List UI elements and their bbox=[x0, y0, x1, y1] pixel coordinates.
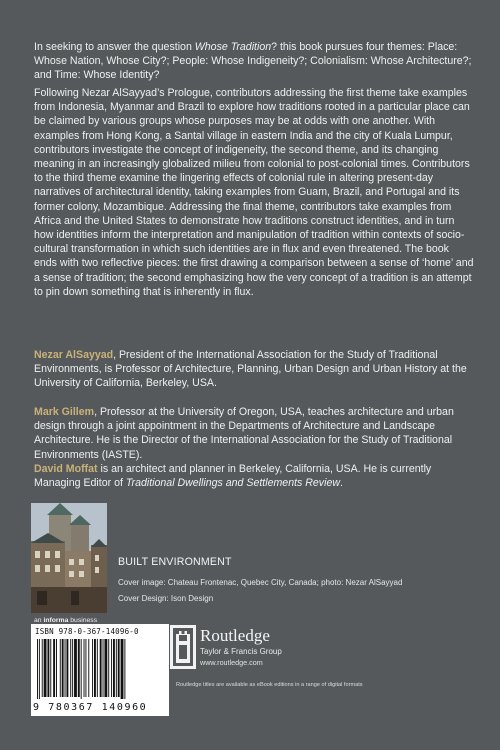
cover-image-credit: Cover image: Chateau Frontenac, Quebec City, Canada; photo: Nezar AlSayyad bbox=[118, 578, 403, 587]
barcode-bar bbox=[44, 639, 47, 697]
barcode-bar bbox=[66, 639, 68, 697]
intro-paragraph bbox=[34, 40, 474, 83]
author-bio: is an architect and planner in Berkeley, California, USA. He is currently Managing Editor of bbox=[34, 463, 432, 490]
barcode-bar bbox=[88, 639, 89, 697]
barcode-bar bbox=[72, 639, 73, 697]
publisher-suffix: business bbox=[68, 617, 98, 624]
publisher-prefix: an bbox=[34, 617, 44, 624]
publisher-group: Taylor & Francis Group bbox=[200, 647, 282, 656]
barcode-bar bbox=[108, 639, 109, 697]
barcode-bar bbox=[78, 639, 80, 697]
routledge-logo bbox=[170, 625, 330, 675]
barcode-bar bbox=[100, 639, 102, 697]
barcode-bar bbox=[53, 639, 55, 697]
author-name: Nezar AlSayyad bbox=[34, 349, 114, 361]
barcode-bar bbox=[50, 639, 51, 697]
barcode-bar bbox=[116, 639, 117, 697]
intro-part-1: In seeking to answer the question bbox=[34, 41, 195, 53]
barcode-bar bbox=[39, 639, 40, 699]
barcode-bar bbox=[70, 639, 71, 697]
barcode-bar bbox=[92, 639, 93, 697]
barcode-bar bbox=[84, 639, 85, 697]
barcode-bars bbox=[37, 639, 163, 699]
cover-design-credit: Cover Design: Ison Design bbox=[118, 594, 214, 603]
ebook-note: Routledge titles are available as eBook editions in a range of digital formats bbox=[176, 682, 363, 688]
series-label: BUILT ENVIRONMENT bbox=[118, 556, 232, 568]
body-paragraph bbox=[34, 86, 474, 299]
author-bio: , Professor at the University of Oregon, USA, teaches architecture and urban design through a joint appointment in the Departments of Architecture and Landscape Architecture. He is the Director of the International Association for the Study of Traditional Environments (IASTE). bbox=[34, 406, 454, 461]
barcode-bar bbox=[118, 639, 120, 697]
informa-business-line bbox=[34, 617, 97, 624]
body-text: Following Nezar AlSayyad’s Prologue, contributors addressing the first theme take examples from Indonesia, Myanmar and Brazil to explore how traditions rooted in a particular place can be claimed by various groups whose purposes may be at odds with one another. With examples from Hong Kong, a Santal village in eastern India and the city of Kuala Lumpur, contributors investigate the concept of indigeneity, the second theme, and its changing meaning in an increasingly globalized milieu from colonial to post-colonial times. Contributors to the third theme examine the lingering effects of colonial rule in altering present-day narratives of architectural identity, taking examples from Guam, Brazil, and Portugal and its former colony, Mozambique. Addressing the final theme, contributors take examples from Africa and the United States to demonstrate how traditions construct identities, and in turn how identities inform the interpretation and manipulation of tradition within contexts of socio-cultural transformation in which such identities are in flux and even threatened. The book ends with two reflective pieces: the first drawing a comparison between a sense of ‘home’ and a sense of tradition; the second emphasizing how the very concept of a tradition is an attempt to pin down something that is inherently in flux. bbox=[34, 87, 474, 298]
barcode-bar bbox=[47, 639, 49, 697]
barcode-bar bbox=[111, 639, 112, 697]
barcode-bar bbox=[94, 639, 96, 697]
publisher-url: www.routledge.com bbox=[200, 658, 263, 667]
bio-nezar-alsayyad bbox=[34, 348, 474, 391]
barcode-bar bbox=[85, 639, 86, 697]
barcode-bar bbox=[121, 639, 124, 699]
barcode-bar bbox=[74, 639, 77, 697]
barcode-bar bbox=[56, 639, 57, 697]
ean-digits: 9 780367 140960 bbox=[33, 702, 148, 713]
barcode-bar bbox=[103, 639, 104, 697]
bio-end: . bbox=[340, 477, 343, 490]
intro-part-2: ? this book pursues four themes: Place: Whose Nation, Whose City?; People: Whose Indigeneity?; Colonialism: Whose Architecture?; and Time: Whose Identity? bbox=[34, 41, 472, 82]
intro-question: Whose Tradition bbox=[194, 41, 272, 53]
barcode-bar bbox=[37, 639, 38, 699]
barcode-bar bbox=[60, 639, 61, 697]
journal-title: Traditional Dwellings and Settlements Review bbox=[125, 477, 341, 490]
publisher-name: Routledge bbox=[200, 626, 270, 645]
barcode-bar bbox=[124, 639, 125, 699]
author-name: David Moffat bbox=[34, 463, 98, 475]
barcode-bar bbox=[113, 639, 115, 697]
routledge-tower-icon bbox=[170, 625, 196, 669]
barcode-bar bbox=[104, 639, 107, 697]
bio-david-moffat bbox=[34, 462, 474, 490]
author-bio: , President of the International Association for the Study of Traditional Environments, is Professor of Architecture, Planning, Urban Design and Urban History at the University of California, Berkeley, USA. bbox=[34, 349, 467, 390]
barcode-bar bbox=[42, 639, 43, 697]
barcode-bar bbox=[65, 639, 66, 697]
cover-photo-chateau-frontenac bbox=[31, 503, 107, 613]
barcode-bar bbox=[97, 639, 98, 697]
publisher-brand: informa bbox=[43, 617, 69, 624]
barcode-bar bbox=[62, 639, 64, 697]
isbn-label: ISBN 978-0-367-14096-0 bbox=[35, 627, 139, 636]
isbn-barcode bbox=[31, 624, 169, 716]
barcode-bar bbox=[81, 639, 82, 699]
author-name: Mark Gillem bbox=[34, 406, 95, 418]
bio-mark-gillem bbox=[34, 405, 474, 462]
